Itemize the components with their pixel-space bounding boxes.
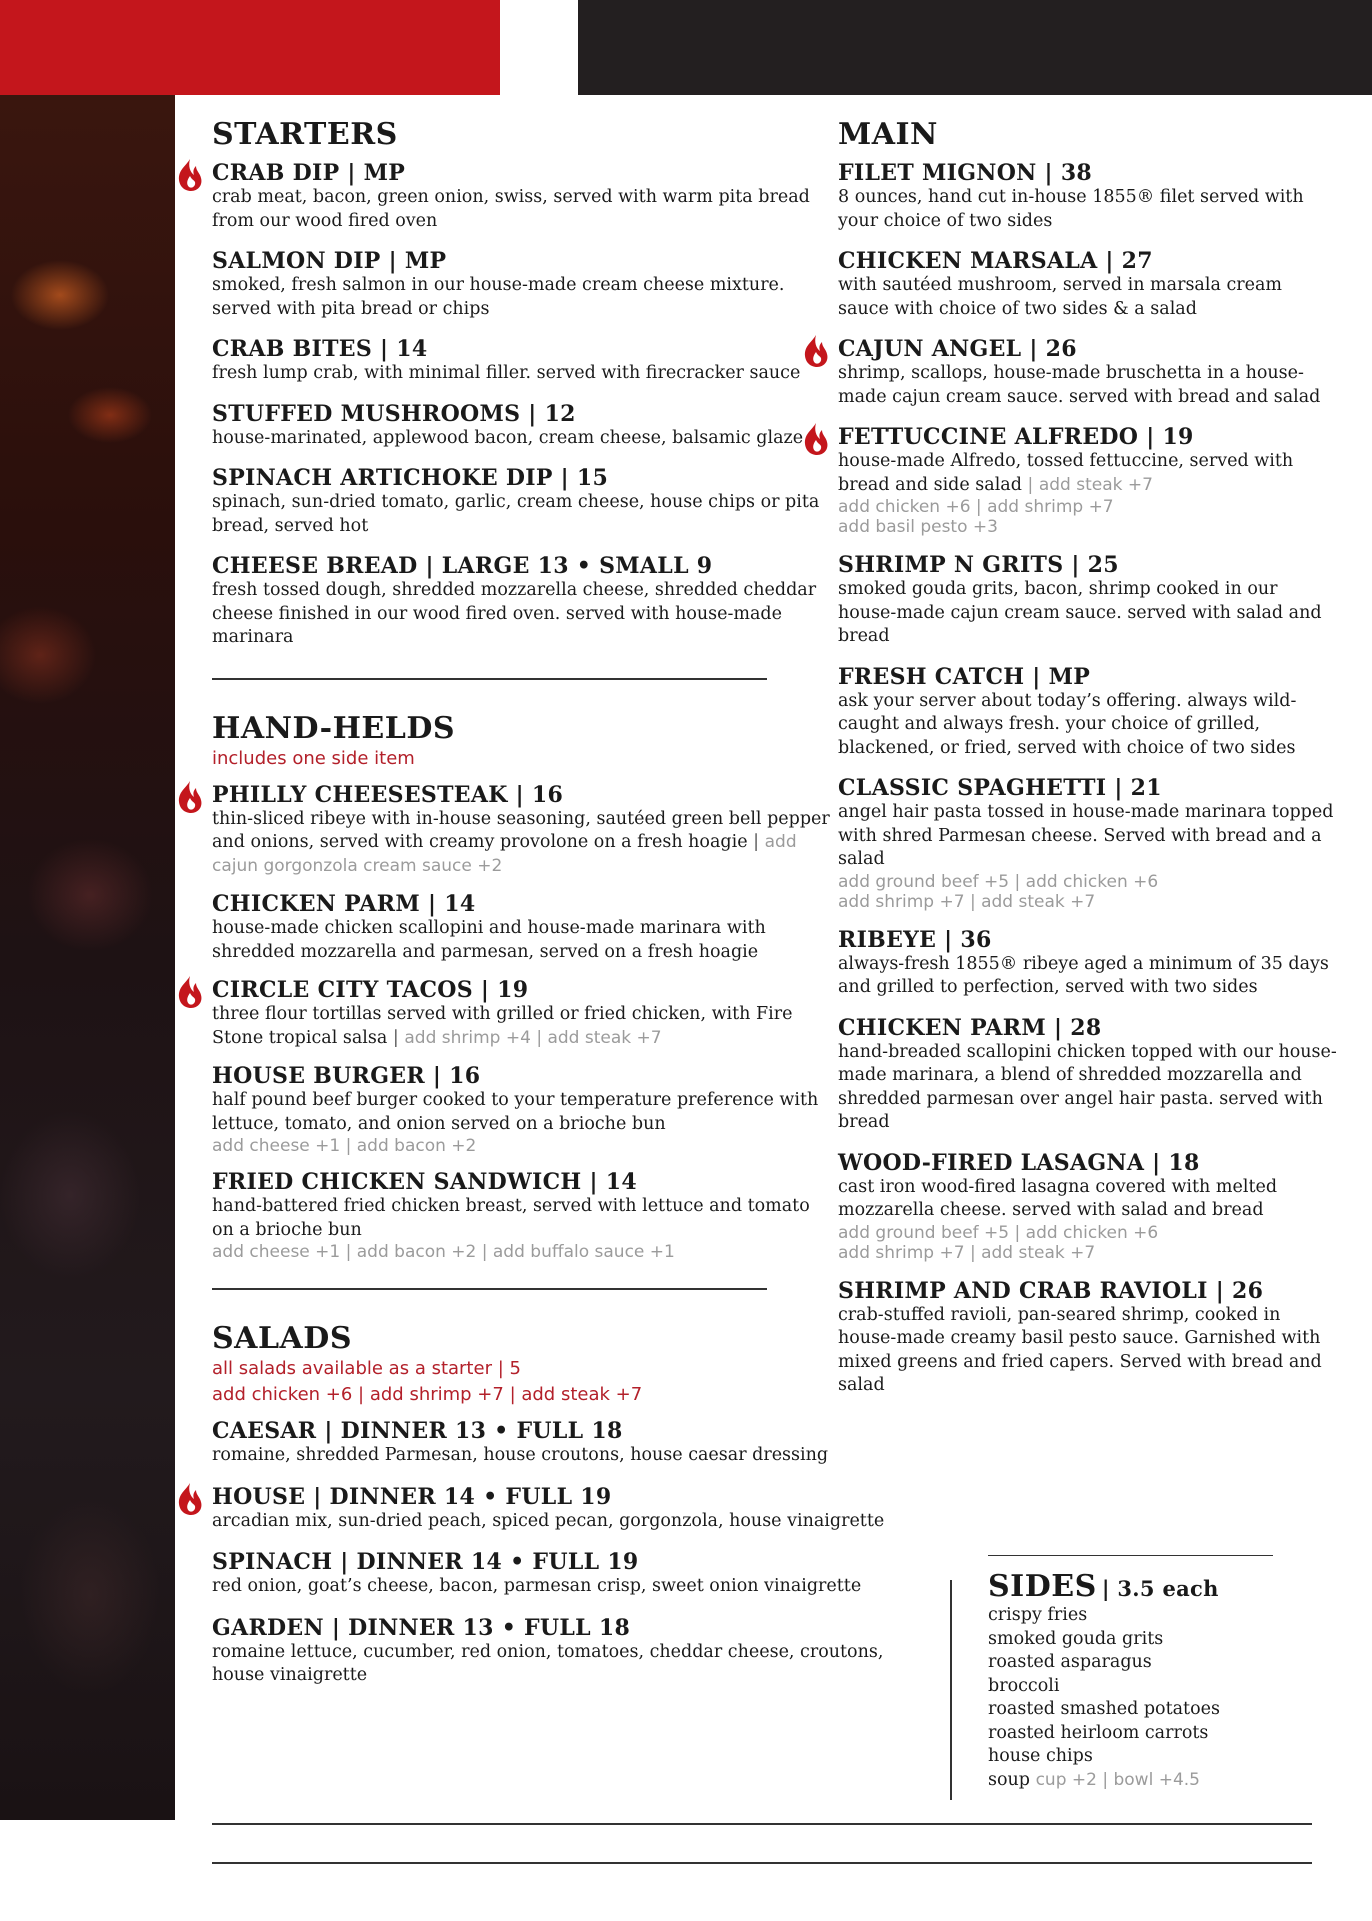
- handhelds-title: HAND-HELDS: [212, 710, 456, 746]
- starters-title: STARTERS: [212, 117, 398, 152]
- main-item-lasagna: [838, 1150, 1338, 1263]
- item-desc: ask your server about today’s offering. always wild-caught and always fresh. your choice of grilled, blackened, or fried, served with choice of two sides: [838, 690, 1297, 758]
- item-name: WOOD-FIRED LASAGNA | 18: [838, 1149, 1200, 1176]
- handheld-item-chicken-parm: [212, 891, 832, 964]
- item-name: CIRCLE CITY TACOS | 19: [212, 977, 529, 1003]
- main-title: MAIN: [838, 117, 938, 152]
- side-item: broccoli: [988, 1675, 1060, 1696]
- item-addon: add cheese +1 | add bacon +2: [212, 1136, 477, 1156]
- item-name: GARDEN | DINNER 13 • FULL 18: [212, 1614, 631, 1641]
- item-name: CAJUN ANGEL | 26: [838, 336, 1077, 362]
- flame-icon: [802, 334, 830, 368]
- main-item-shrimp-grits: [838, 552, 1338, 649]
- salad-item-spinach: [212, 1549, 862, 1599]
- sides-top-rule: [988, 1555, 1273, 1556]
- main-item-filet: [838, 160, 1338, 233]
- item-name: RIBEYE | 36: [838, 926, 992, 953]
- item-desc: hand-battered fried chicken breast, served with lettuce and tomato on a brioche bun: [212, 1196, 810, 1240]
- item-addon: add shrimp +7 | add steak +7: [838, 1242, 1096, 1263]
- main-item-marsala: [838, 248, 1338, 321]
- item-desc: with sautéed mushroom, served in marsala cream sauce with choice of two sides & a salad: [838, 275, 1283, 319]
- handheld-item-fried-chicken: [212, 1169, 832, 1262]
- item-addon-inline: add steak +7: [1038, 474, 1153, 495]
- top-dark-banner: [578, 0, 1372, 95]
- item-addon: add shrimp +7 | add steak +7: [838, 891, 1096, 912]
- side-item: roasted asparagus: [988, 1652, 1152, 1672]
- item-name: FRESH CATCH | MP: [838, 663, 1091, 690]
- item-addon: add cajun gorgonzola cream sauce +2: [212, 832, 797, 876]
- item-addon: add ground beef +5 | add chicken +6: [838, 1222, 1159, 1243]
- side-item: house chips: [988, 1746, 1093, 1766]
- item-desc: shrimp, scallops, house-made bruschetta in a house-made cajun cream sauce. served with bread and salad: [838, 363, 1321, 407]
- item-name: SPINACH ARTICHOKE DIP | 15: [212, 465, 609, 491]
- item-name: SHRIMP AND CRAB RAVIOLI | 26: [838, 1277, 1264, 1304]
- item-name: CHEESE BREAD | LARGE 13 • SMALL 9: [212, 553, 713, 579]
- item-desc: house-marinated, applewood bacon, cream cheese, balsamic glaze: [212, 427, 804, 448]
- item-desc: [212, 1003, 832, 1050]
- item-name: FRIED CHICKEN SANDWICH | 14: [212, 1169, 637, 1195]
- salads-title: SALADS: [212, 1321, 352, 1356]
- main-item-chicken-parm: [838, 1015, 1338, 1135]
- item-addon: add basil pesto +3: [838, 517, 998, 537]
- side-item-soup: [988, 1769, 1330, 1793]
- item-name: CLASSIC SPAGHETTI | 21: [838, 775, 1162, 801]
- item-name: CHICKEN PARM | 28: [838, 1014, 1102, 1041]
- bottom-rule-1: [212, 1823, 1312, 1825]
- starter-item-stuffed-mushrooms: [212, 401, 832, 451]
- salads-addons: add chicken +6 | add shrimp +7 | add steak +7: [212, 1384, 643, 1405]
- sides-section: [950, 1570, 1330, 1792]
- item-desc: crab-stuffed ravioli, pan-seared shrimp, cooked in house-made creamy basil pesto sauce. Garnished with mixed greens and fried capers. Served with bread and salad: [838, 1304, 1322, 1395]
- item-desc: angel hair pasta tossed in house-made marinara topped with shred Parmesan cheese. Served with bread and a salad: [838, 802, 1334, 869]
- side-item: roasted heirloom carrots: [988, 1722, 1209, 1743]
- item-desc-text: three flour tortillas served with grilled or fried chicken, with Fire Stone tropical salsa: [212, 1004, 793, 1048]
- item-desc: smoked, fresh salmon in our house-made cream cheese mixture. served with pita bread or chips: [212, 275, 785, 319]
- starter-item-salmon-dip: [212, 248, 832, 321]
- item-desc: half pound beef burger cooked to your temperature preference with lettuce, tomato, and onion served on a brioche bun: [212, 1090, 819, 1134]
- item-addon: add chicken +6 | add shrimp +7: [838, 497, 1114, 517]
- item-name: HOUSE | DINNER 14 • FULL 19: [212, 1483, 612, 1510]
- item-desc: hand-breaded scallopini chicken topped with our house-made marinara, a blend of shredded mozzarella and shredded parmesan over angel hair pasta. served with bread: [838, 1041, 1337, 1132]
- soup-addon: cup +2 | bowl +4.5: [1035, 1769, 1200, 1790]
- item-name: SPINACH | DINNER 14 • FULL 19: [212, 1549, 639, 1575]
- item-desc: romaine lettuce, cucumber, red onion, tomatoes, cheddar cheese, croutons, house vinaigrette: [212, 1641, 884, 1685]
- main-item-fresh-catch: [838, 664, 1338, 761]
- sides-title: SIDES: [988, 1569, 1097, 1604]
- item-name: HOUSE BURGER | 16: [212, 1063, 481, 1089]
- bottom-rule-2: [212, 1862, 1312, 1864]
- starter-item-crab-dip: [212, 160, 832, 233]
- item-name: SALMON DIP | MP: [212, 248, 447, 274]
- salad-item-caesar: [212, 1418, 832, 1468]
- item-desc: red onion, goat’s cheese, bacon, parmesan crisp, sweet onion vinaigrette: [212, 1576, 862, 1596]
- flame-icon: [802, 422, 830, 456]
- divider: [212, 678, 767, 680]
- handhelds-subtitle: includes one side item: [212, 747, 415, 769]
- sides-header: [988, 1570, 1330, 1604]
- item-desc: fresh tossed dough, shredded mozzarella cheese, shredded cheddar cheese finished in our wood fired oven. served with house-made marinara: [212, 580, 817, 647]
- flame-icon: [176, 780, 204, 814]
- item-name: FETTUCCINE ALFREDO | 19: [838, 424, 1194, 450]
- separator: |: [392, 1027, 399, 1048]
- side-fire-photo: [0, 95, 175, 1820]
- item-desc: [212, 808, 832, 879]
- item-desc: arcadian mix, sun-dried peach, spiced pecan, gorgonzola, house vinaigrette: [212, 1510, 885, 1531]
- handheld-item-tacos: [212, 977, 832, 1050]
- item-name: CAESAR | DINNER 13 • FULL 18: [212, 1418, 623, 1444]
- item-desc: house-made chicken scallopini and house-made marinara with shredded mozzarella and parmesan, served on a fresh hoagie: [212, 918, 766, 962]
- separator: |: [753, 832, 760, 852]
- main-item-alfredo: [838, 424, 1338, 537]
- handheld-item-philly: [212, 782, 832, 879]
- item-addon: add shrimp +4 | add steak +7: [404, 1027, 662, 1048]
- item-desc: always-fresh 1855® ribeye aged a minimum of 35 days and grilled to perfection, served with two sides: [838, 953, 1329, 997]
- item-desc: romaine, shredded Parmesan, house croutons, house caesar dressing: [212, 1445, 829, 1465]
- starter-item-spinach-artichoke-dip: [212, 465, 832, 538]
- item-addon: add ground beef +5 | add chicken +6: [838, 871, 1159, 892]
- item-desc: spinach, sun-dried tomato, garlic, cream cheese, house chips or pita bread, served hot: [212, 492, 820, 536]
- item-desc: crab meat, bacon, green onion, swiss, served with warm pita bread from our wood fired oven: [212, 187, 810, 231]
- item-name: STUFFED MUSHROOMS | 12: [212, 400, 576, 427]
- sides-price: | 3.5 each: [1101, 1576, 1219, 1601]
- flame-icon: [176, 1482, 204, 1516]
- item-name: PHILLY CHEESESTEAK | 16: [212, 781, 564, 808]
- item-name: SHRIMP N GRITS | 25: [838, 552, 1119, 578]
- flame-icon: [176, 975, 204, 1009]
- main-item-cajun-angel: [838, 336, 1338, 409]
- flame-icon: [176, 158, 204, 192]
- item-desc: cast iron wood-fired lasagna covered with melted mozzarella cheese. served with salad and bread: [838, 1176, 1278, 1220]
- main-item-ravioli: [838, 1278, 1338, 1398]
- item-name: CRAB DIP | MP: [212, 160, 406, 186]
- side-item: roasted smashed potatoes: [988, 1699, 1220, 1719]
- item-addon: add cheese +1 | add bacon +2 | add buffalo sauce +1: [212, 1242, 675, 1262]
- soup-label: soup: [988, 1769, 1030, 1790]
- salad-item-house: [212, 1483, 885, 1534]
- item-name: CHICKEN MARSALA | 27: [838, 248, 1153, 274]
- right-column: [838, 118, 1338, 1398]
- item-desc: [838, 450, 1338, 497]
- item-name: FILET MIGNON | 38: [838, 160, 1093, 186]
- item-desc-text: house-made Alfredo, tossed fettuccine, served with bread and side salad: [838, 451, 1294, 495]
- item-name: CRAB BITES | 14: [212, 336, 428, 362]
- starter-item-crab-bites: [212, 336, 832, 386]
- item-name: CHICKEN PARM | 14: [212, 891, 476, 917]
- item-desc: fresh lump crab, with minimal filler. served with firecracker sauce: [212, 363, 801, 383]
- item-desc: 8 ounces, hand cut in-house 1855® filet served with your choice of two sides: [838, 187, 1304, 231]
- separator: |: [1027, 474, 1034, 495]
- left-column: [212, 117, 885, 1688]
- item-desc-text: thin-sliced ribeye with in-house seasoning, sautéed green bell pepper and onions, served with creamy provolone on a fresh hoagie: [212, 808, 830, 852]
- side-item: crispy fries: [988, 1605, 1088, 1625]
- salad-item-garden: [212, 1614, 884, 1688]
- side-item: smoked gouda grits: [988, 1628, 1164, 1649]
- divider: [212, 1288, 767, 1290]
- salads-subtitle: all salads available as a starter | 5: [212, 1358, 521, 1379]
- main-item-spaghetti: [838, 775, 1338, 912]
- top-red-banner: [0, 0, 500, 95]
- main-item-ribeye: [838, 927, 1338, 1000]
- item-desc: smoked gouda grits, bacon, shrimp cooked in our house-made cajun cream sauce. served with salad and bread: [838, 579, 1322, 646]
- starter-item-cheese-bread: [212, 553, 832, 650]
- handheld-item-burger: [212, 1063, 832, 1156]
